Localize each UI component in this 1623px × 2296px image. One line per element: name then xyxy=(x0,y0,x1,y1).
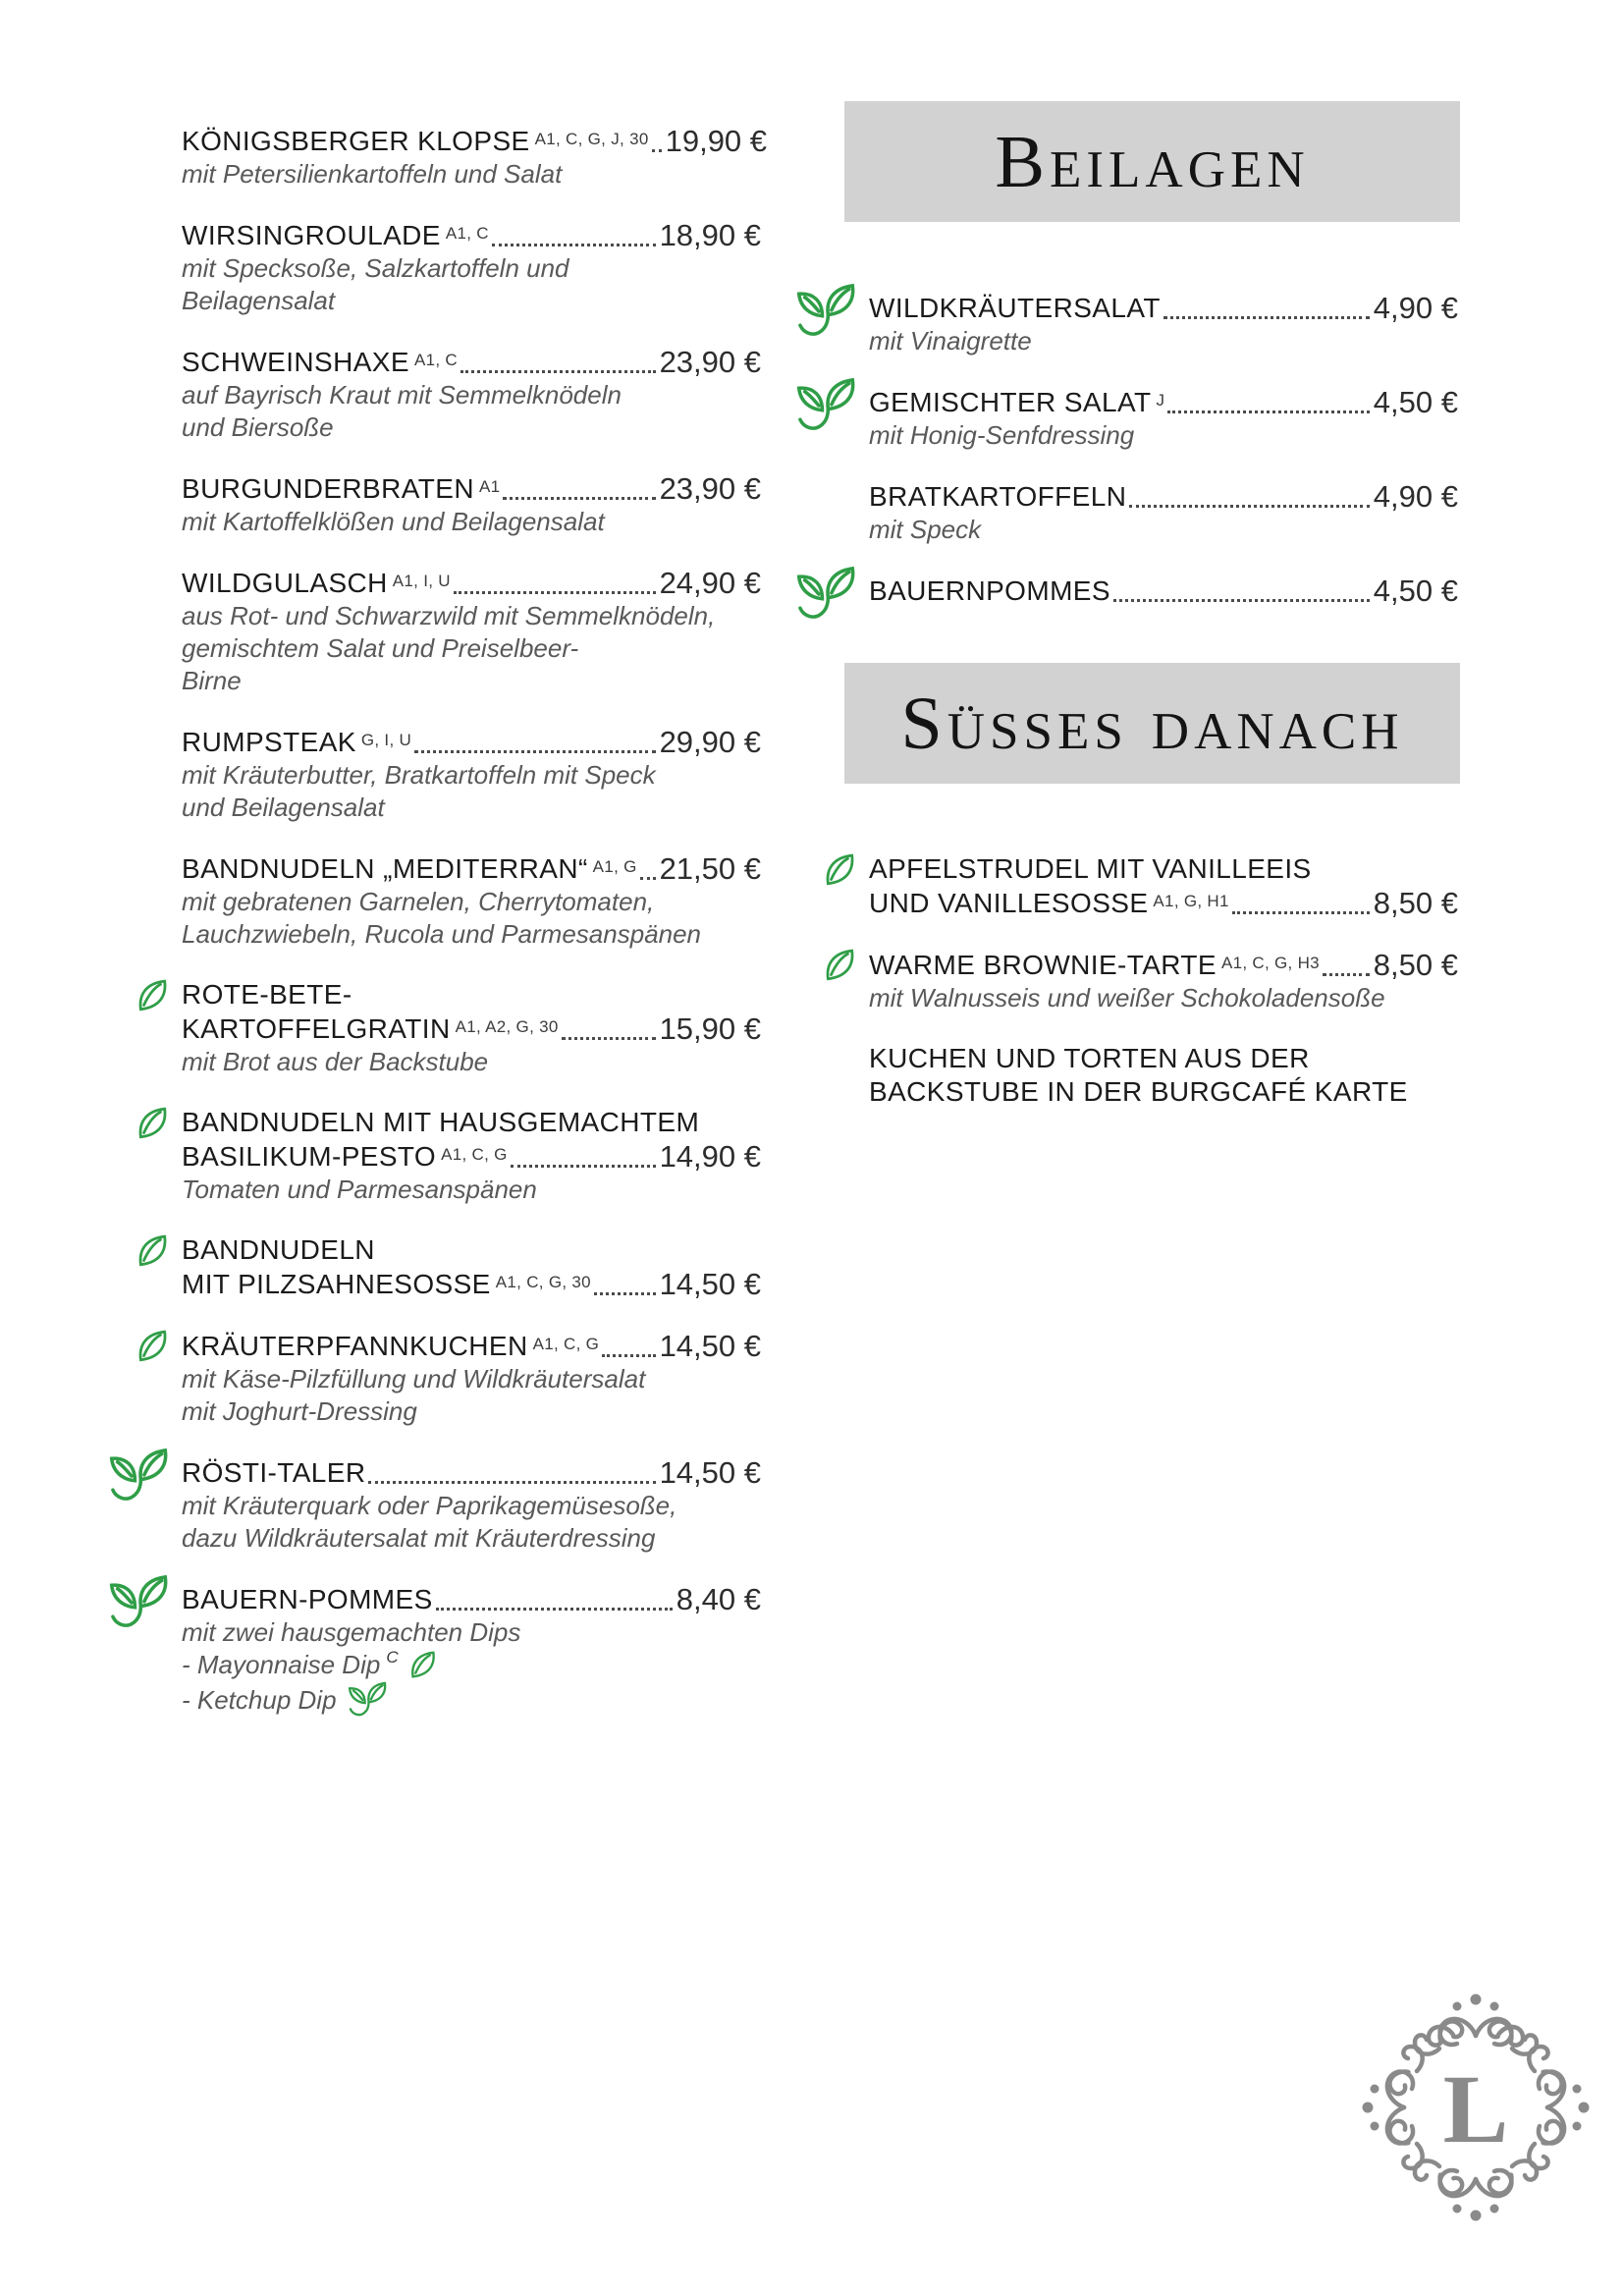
section-header-title: Süsses danach xyxy=(900,682,1404,765)
menu-item xyxy=(182,566,761,697)
item-price: 14,50 € xyxy=(659,1267,761,1301)
dotted-leader xyxy=(652,149,662,152)
dotted-leader xyxy=(1323,973,1370,976)
item-title-row xyxy=(182,471,761,506)
allergen-codes: J xyxy=(1156,391,1165,410)
item-description: mit gebratenen Garnelen, Cherrytomaten, xyxy=(182,887,655,916)
item-title: RÖSTI-TALER xyxy=(182,1457,366,1488)
dotted-leader xyxy=(368,1481,655,1484)
allergen-codes: A1, C, G xyxy=(532,1335,600,1353)
item-description: aus Rot- und Schwarzwild mit Semmelknödeln, xyxy=(182,601,716,630)
item-title-row xyxy=(182,566,761,600)
single-leaf-icon xyxy=(823,852,856,888)
item-description: mit Walnusseis und weißer Schokoladensoße xyxy=(869,983,1385,1012)
item-description: mit Vinaigrette xyxy=(869,326,1032,355)
menu-item xyxy=(869,1042,1458,1109)
menu-item xyxy=(182,1106,761,1206)
allergen-codes: G, I, U xyxy=(360,731,412,749)
menu-item xyxy=(869,948,1458,1014)
allergen-codes: A1, C, G, J, 30 xyxy=(534,130,649,148)
allergen-codes: A1, C, G, 30 xyxy=(495,1273,591,1291)
double-leaf-icon xyxy=(107,1574,170,1631)
item-title: KRÄUTERPFANNKUCHEN xyxy=(182,1331,528,1361)
item-price: 14,50 € xyxy=(659,1455,761,1490)
logo-ornament xyxy=(1358,1990,1594,2225)
item-price: 4,50 € xyxy=(1373,385,1458,419)
menu-item xyxy=(869,852,1458,920)
single-leaf-icon xyxy=(135,978,169,1013)
single-leaf-icon xyxy=(135,1233,169,1269)
dip-option xyxy=(182,1681,761,1719)
item-title: WILDGULASCH xyxy=(182,568,388,598)
item-title-row xyxy=(869,291,1458,325)
item-price: 24,90 € xyxy=(659,566,761,600)
menu-item xyxy=(869,385,1458,452)
item-title-row xyxy=(869,948,1458,982)
dotted-leader xyxy=(460,370,656,373)
item-description: mit Brot aus der Backstube xyxy=(182,1047,489,1076)
item-description: mit Joghurt-Dressing xyxy=(182,1396,417,1426)
menu-item xyxy=(182,1455,761,1555)
item-description: Tomaten und Parmesanspänen xyxy=(182,1175,537,1204)
sides-desserts-column xyxy=(869,101,1458,1136)
item-description: Lauchzwiebeln, Rucola und Parmesanspänen xyxy=(182,919,702,949)
item-title-row xyxy=(182,1582,761,1616)
menu-item xyxy=(869,479,1458,546)
menu-item xyxy=(182,725,761,824)
item-description: mit zwei hausgemachten Dips xyxy=(182,1617,521,1647)
dotted-leader xyxy=(1232,911,1370,914)
allergen-codes: A1, C, G xyxy=(441,1145,508,1164)
dotted-leader xyxy=(503,497,655,500)
item-title: UND VANILLESOSSE xyxy=(869,888,1149,918)
item-title: BACKSTUBE IN DER BURGCAFÉ KARTE xyxy=(869,1076,1408,1107)
dotted-leader xyxy=(602,1354,655,1357)
allergen-codes: A1, G xyxy=(592,857,637,876)
item-description: und Biersoße xyxy=(182,412,334,442)
item-title: GEMISCHTER SALAT xyxy=(869,387,1152,417)
dotted-leader xyxy=(511,1165,656,1168)
item-description: mit Petersilienkartoffeln und Salat xyxy=(182,159,563,189)
item-title-row xyxy=(869,479,1458,514)
item-title-row xyxy=(182,1011,761,1046)
menu-item xyxy=(182,978,761,1078)
section-header xyxy=(844,101,1460,222)
double-leaf-icon xyxy=(794,283,857,340)
item-title: WILDKRÄUTERSALAT xyxy=(869,293,1161,323)
item-description: mit Honig-Senfdressing xyxy=(869,420,1135,450)
item-price: 19,90 € xyxy=(665,124,768,158)
dotted-leader xyxy=(1129,505,1369,508)
item-description: mit Kräuterbutter, Bratkartoffeln mit Speck xyxy=(182,760,656,790)
item-price: 23,90 € xyxy=(659,471,761,506)
allergen-codes: A1, C xyxy=(445,224,489,243)
item-title-row xyxy=(182,124,768,158)
item-price: 21,50 € xyxy=(659,851,761,886)
item-title: KARTOFFELGRATIN xyxy=(182,1013,451,1044)
dotted-leader xyxy=(1167,410,1370,413)
item-title-line: BANDNUDELN xyxy=(182,1234,375,1265)
item-description: mit Kräuterquark oder Paprikagemüsesoße, xyxy=(182,1491,677,1520)
item-title: WARME BROWNIE-TARTE xyxy=(869,950,1217,980)
section-header-title: Beilagen xyxy=(995,120,1310,203)
item-title-row xyxy=(182,1267,761,1301)
item-price: 18,90 € xyxy=(659,218,761,252)
item-title: BRATKARTOFFELN xyxy=(869,481,1127,512)
item-price: 14,50 € xyxy=(659,1329,761,1363)
double-leaf-icon xyxy=(794,377,857,434)
allergen-codes: A1, A2, G, 30 xyxy=(455,1017,559,1036)
item-title: BANDNUDELN „MEDITERRAN“ xyxy=(182,853,588,884)
dotted-leader xyxy=(414,750,655,753)
allergen-codes: A1 xyxy=(478,477,501,496)
allergen-codes: A1, G, H1 xyxy=(1153,892,1229,910)
menu-item xyxy=(182,1329,761,1428)
menu-item xyxy=(869,574,1458,608)
item-title-line: KUCHEN UND TORTEN AUS DER xyxy=(869,1043,1310,1073)
menu-item xyxy=(182,218,761,317)
dotted-leader xyxy=(1113,599,1370,602)
item-description: dazu Wildkräutersalat mit Kräuterdressing xyxy=(182,1523,656,1553)
item-title-row xyxy=(869,385,1458,419)
section-header xyxy=(844,663,1460,784)
menu-item xyxy=(182,1582,761,1719)
item-price: 4,50 € xyxy=(1373,574,1458,608)
item-description: mit Specksoße, Salzkartoffeln und xyxy=(182,253,569,283)
item-price: 4,90 € xyxy=(1373,291,1458,325)
item-price: 14,90 € xyxy=(659,1139,761,1174)
item-title-row xyxy=(869,886,1458,920)
item-title-line: BANDNUDELN MIT HAUSGEMACHTEM xyxy=(182,1107,700,1137)
single-leaf-icon xyxy=(823,948,856,983)
dotted-leader xyxy=(436,1608,673,1611)
item-title: BAUERNPOMMES xyxy=(869,575,1110,606)
item-description: gemischtem Salat und Preiselbeer- xyxy=(182,633,579,663)
item-title-row xyxy=(182,218,761,252)
allergen-codes: A1, C, G, H3 xyxy=(1220,954,1320,972)
single-leaf-icon xyxy=(408,1650,437,1680)
menu-item xyxy=(869,291,1458,357)
logo-letter: L xyxy=(1442,2054,1509,2163)
item-description: Beilagensalat xyxy=(182,286,336,315)
double-leaf-icon xyxy=(347,1681,388,1719)
item-title: BURGUNDERBRATEN xyxy=(182,473,474,504)
item-price: 29,90 € xyxy=(659,725,761,759)
item-price: 8,50 € xyxy=(1373,948,1458,982)
double-leaf-icon xyxy=(794,566,857,623)
dotted-leader xyxy=(492,244,656,246)
dip-text: - Mayonnaise Dip xyxy=(182,1650,381,1679)
single-leaf-icon xyxy=(135,1329,169,1364)
item-price: 8,50 € xyxy=(1373,886,1458,920)
item-description: mit Käse-Pilzfüllung und Wildkräutersalat xyxy=(182,1364,646,1394)
item-price: 15,90 € xyxy=(659,1011,761,1046)
item-title-row xyxy=(182,345,761,379)
allergen-codes: A1, C xyxy=(413,351,458,369)
item-title: WIRSINGROULADE xyxy=(182,220,441,250)
item-title-row xyxy=(182,851,761,886)
double-leaf-icon xyxy=(107,1448,170,1504)
item-description: Birne xyxy=(182,666,242,695)
dotted-leader xyxy=(454,591,656,594)
menu-item xyxy=(182,345,761,444)
dotted-leader xyxy=(562,1037,656,1040)
allergen-codes: A1, I, U xyxy=(392,572,451,590)
item-title: BASILIKUM-PESTO xyxy=(182,1141,437,1172)
dotted-leader xyxy=(640,877,656,880)
item-title-row xyxy=(182,725,761,759)
dotted-leader xyxy=(594,1292,656,1295)
item-price: 8,40 € xyxy=(676,1582,761,1616)
menu-item xyxy=(182,1233,761,1301)
allergen-codes: C xyxy=(386,1648,399,1667)
dip-option xyxy=(182,1649,761,1681)
menu-item xyxy=(182,471,761,538)
item-title-row xyxy=(182,1455,761,1490)
item-title-row xyxy=(869,574,1458,608)
menu-item xyxy=(182,851,761,951)
item-title-line: APFELSTRUDEL MIT VANILLEEIS xyxy=(869,853,1312,884)
item-price: 23,90 € xyxy=(659,345,761,379)
item-title: KÖNIGSBERGER KLOPSE xyxy=(182,126,530,156)
logo-monogram xyxy=(1358,1990,1594,2225)
item-title-line: ROTE-BETE- xyxy=(182,979,352,1010)
dip-text: - Ketchup Dip xyxy=(182,1684,337,1715)
item-title-row xyxy=(869,1075,1458,1109)
single-leaf-icon xyxy=(135,1106,169,1141)
item-price: 4,90 € xyxy=(1373,479,1458,514)
item-title: BAUERN-POMMES xyxy=(182,1584,433,1614)
item-description: mit Speck xyxy=(869,515,982,544)
item-description: und Beilagensalat xyxy=(182,793,385,822)
item-description: mit Kartoffelklößen und Beilagensalat xyxy=(182,507,605,536)
item-title: RUMPSTEAK xyxy=(182,727,356,757)
main-dishes-column xyxy=(182,124,768,1746)
item-title: SCHWEINSHAXE xyxy=(182,347,409,377)
dotted-leader xyxy=(1163,316,1370,319)
item-title-row xyxy=(182,1329,761,1363)
item-description: auf Bayrisch Kraut mit Semmelknödeln xyxy=(182,380,622,410)
menu-item xyxy=(182,124,768,191)
item-title: MIT PILZSAHNESOSSE xyxy=(182,1269,491,1299)
item-title-row xyxy=(182,1139,761,1174)
